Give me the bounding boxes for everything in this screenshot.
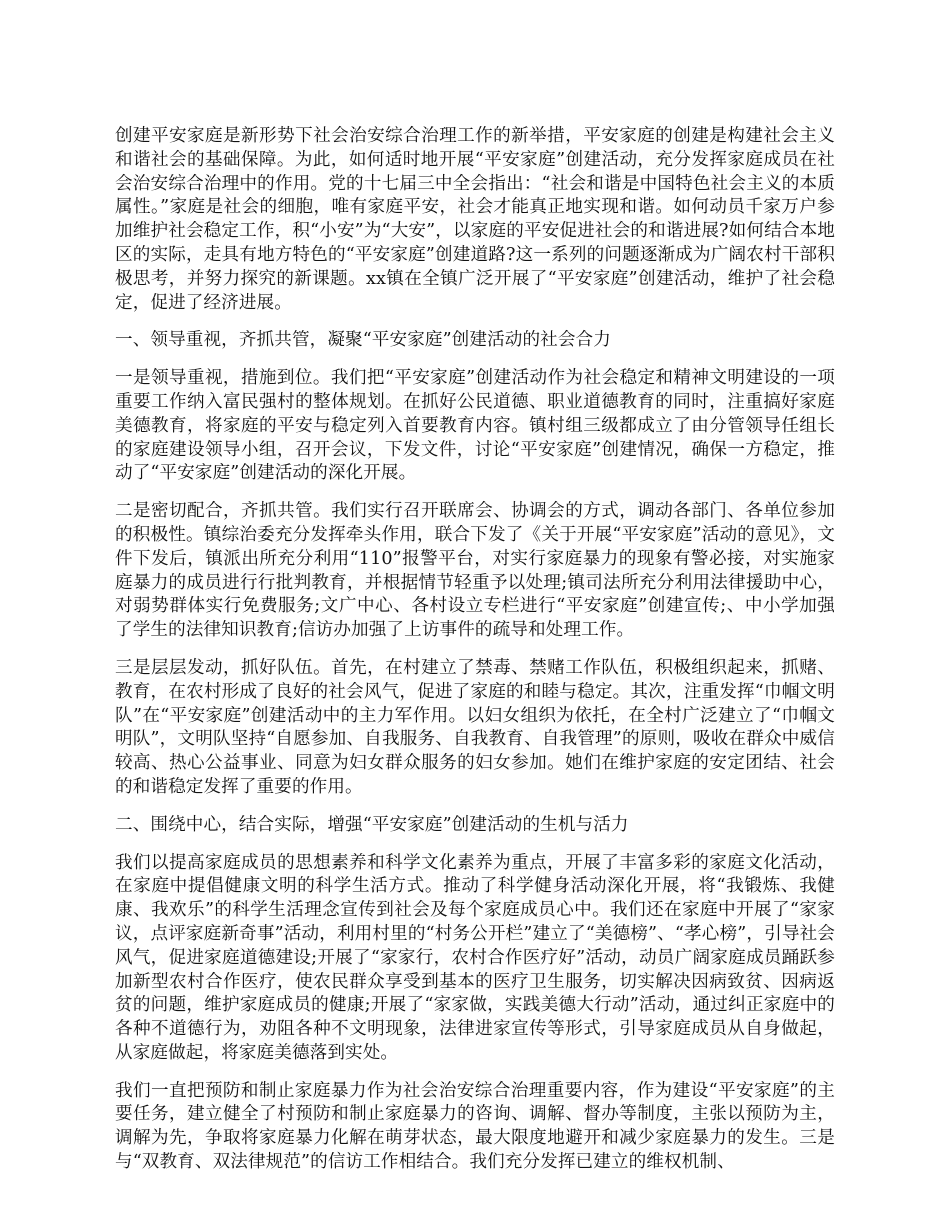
paragraph-violence-prevention: 我们一直把预防和制止家庭暴力作为社会治安综合治理重要内容，作为建设“平安家庭”的主要任务，建立健全了村预防和制止家庭暴力的咨询、调解、督办等制度，主张以预防为主，调解为先，争取将家庭暴力化解在萌芽状态，最大限度地避开和减少家庭暴力的发生。三是与“双教育、双法律规范”的信访工作相结合。我们充分发挥已建立的维权机制、 (115, 1080, 835, 1173)
section-heading-2: 二、围绕中心，结合实际，增强“平安家庭”创建活动的生机与活力 (115, 814, 629, 835)
section-heading-1: 一、领导重视，齐抓共管，凝聚“平安家庭”创建活动的社会合力 (115, 330, 611, 351)
paragraph-cooperation: 二是密切配合，齐抓共管。我们实行召开联席会、协调会的方式，调动各部门、各单位参加的积极性。镇综治委充分发挥牵头作用，联合下发了《关于开展“平安家庭”活动的意见》，文件下发后，镇派出所充分利用“110”报警平台，对实行家庭暴力的现象有警必接，对实施家庭暴力的成员进行行批判教育，并根据情节轻重予以处理;镇司法所充分利用法律援助中心，对弱势群体实行免费服务;文广中心、各村设立专栏进行“平安家庭”创建宣传;、中小学加强了学生的法律知识教育;信访办加强了上访事件的疏导和处理工作。 (115, 501, 835, 641)
paragraph-leadership: 一是领导重视，措施到位。我们把“平安家庭”创建活动作为社会稳定和精神文明建设的一项重要工作纳入富民强村的整体规划。在抓好公民道德、职业道德教育的同时，注重搞好家庭美德教育，将家庭的平安与稳定列入首要教育内容。镇村组三级都成立了由分管领导任组长的家庭建设领导小组，召开会议，下发文件，讨论“平安家庭”创建情况，确保一方稳定，推动了“平安家庭”创建活动的深化开展。 (115, 368, 835, 484)
paragraph-family-culture: 我们以提高家庭成员的思想素养和科学文化素养为重点，开展了丰富多彩的家庭文化活动，在家庭中提倡健康文明的科学生活方式。推动了科学健身活动深化开展，将“我锻炼、我健康、我欢乐”的科学生活理念宣传到社会及每个家庭成员心中。我们还在家庭中开展了“家家议，点评家庭新奇事”活动，利用村里的“村务公开栏”建立了“美德榜”、“孝心榜”，引导社会风气，促进家庭道德建设;开展了“家家行，农村合作医疗好”活动，动员广阔家庭成员踊跃参加新型农村合作医疗，使农民群众享受到基本的医疗卫生服务，切实解决因病致贫、因病返贫的问题，维护家庭成员的健康;开展了“家家做，实践美德大行动”活动，通过纠正家庭中的各种不道德行为，劝阻各种不文明现象，法律进家宣传等形式，引导家庭成员从自身做起，从家庭做起，将家庭美德落到实处。 (115, 852, 835, 1063)
paragraph-mobilization: 三是层层发动，抓好队伍。首先，在村建立了禁毒、禁赌工作队伍，积极组织起来，抓赌、教育，在农村形成了良好的社会风气，促进了家庭的和睦与稳定。其次，注重发挥“巾帼文明队”在“平安家庭”创建活动中的主力军作用。以妇女组织为依托，在全村广泛建立了“巾帼文明队”，文明队坚持“自愿参加、自我服务、自我教育、自我管理”的原则，吸收在群众中威信较高、热心公益事业、同意为妇女群众服务的妇女参加。她们在维护家庭的安定团结、社会的和谐稳定发挥了重要的作用。 (115, 657, 835, 797)
intro-paragraph: 创建平安家庭是新形势下社会治安综合治理工作的新举措，平安家庭的创建是构建社会主义和谐社会的基础保障。为此，如何适时地开展“平安家庭”创建活动，充分发挥家庭成员在社会治安综合治理中的作用。党的十七届三中全会指出：“社会和谐是中国特色社会主义的本质属性。”家庭是社会的细胞，唯有家庭平安，社会才能真正地实现和谐。如何动员千家万户参加维护社会稳定工作，积“小安”为“大安”，以家庭的平安促进社会的和谐进展?如何结合本地区的实际，走具有地方特色的“平安家庭”创建道路?这一系列的问题逐渐成为广阔农村干部积极思考，并努力探究的新课题。xx镇在全镇广泛开展了“平安家庭”创建活动，维护了社会稳定，促进了经济进展。 (115, 126, 835, 313)
document-body (115, 125, 835, 1189)
